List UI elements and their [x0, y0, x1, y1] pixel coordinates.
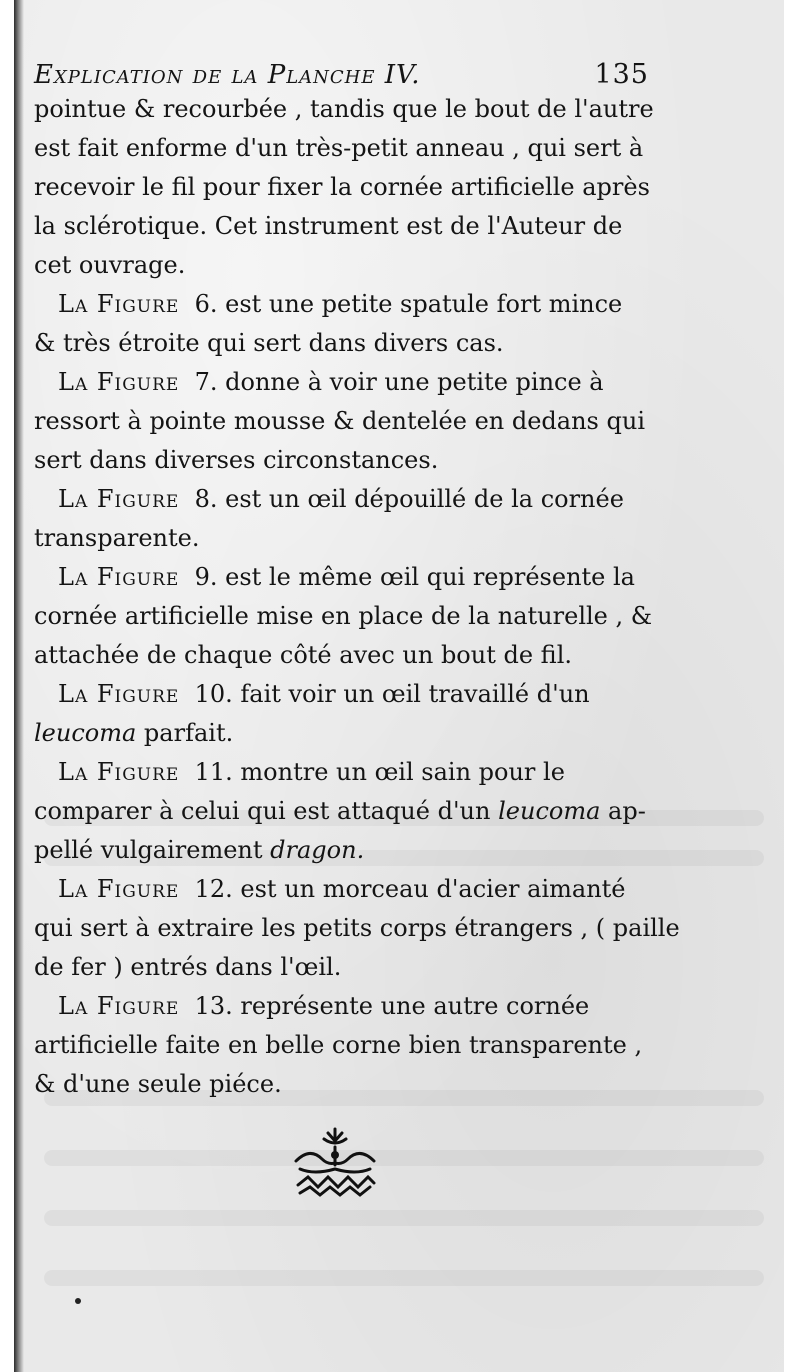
- text-line: est une petite spatule fort mince: [225, 290, 623, 318]
- figure-number: 8.: [194, 485, 218, 513]
- text-line: attachée de chaque côté avec un bout de fil.: [34, 641, 572, 669]
- figure-label: La Figure: [58, 563, 180, 591]
- text-line: cornée artificielle mise en place de la naturelle , &: [34, 602, 653, 630]
- figure-8-caption: [34, 480, 649, 519]
- figure-number: 12.: [194, 875, 233, 903]
- text-line: la sclérotique. Cet instrument est de l'Auteur de: [34, 212, 623, 240]
- header-title-group: [34, 60, 421, 90]
- header-title: Explication de la Planche: [34, 60, 376, 90]
- figure-6-caption: [34, 285, 649, 324]
- text-line: est un œil dépouillé de la cornée: [225, 485, 624, 513]
- figure-number: 6.: [194, 290, 218, 318]
- printer-ornament-icon: [290, 1125, 380, 1200]
- header-plate-number: IV.: [384, 60, 421, 90]
- figure-label: La Figure: [58, 368, 180, 396]
- text-line: ressort à pointe mousse & dentelée en dedans qui: [34, 407, 645, 435]
- italic-term: dragon.: [270, 836, 365, 864]
- text-line: pellé vulgairement dragon.: [34, 836, 365, 864]
- italic-term: leucoma: [34, 719, 137, 747]
- text-line: cet ouvrage.: [34, 251, 186, 279]
- figure-10-caption: [34, 675, 649, 714]
- figure-number: 9.: [194, 563, 218, 591]
- text-line: pointue & recourbée , tandis que le bout de l'autre: [34, 95, 654, 123]
- text-line: fait voir un œil travaillé d'un: [240, 680, 590, 708]
- text-line: transparente.: [34, 524, 200, 552]
- text-line: leucoma parfait.: [34, 719, 234, 747]
- text-line: représente une autre cornée: [240, 992, 590, 1020]
- text-line: sert dans diverses circonstances.: [34, 446, 439, 474]
- figure-12-caption: [34, 870, 649, 909]
- page-binding-edge: [14, 0, 24, 1372]
- scan-margin: [784, 0, 800, 1372]
- text-line: & d'une seule piéce.: [34, 1070, 282, 1098]
- bleed-through-shadow: [44, 1270, 764, 1286]
- figure-11-caption: [34, 753, 649, 792]
- text-line: donne à voir une petite pince à: [225, 368, 604, 396]
- bleed-through-shadow: [44, 1150, 764, 1166]
- figure-7-caption: [34, 363, 649, 402]
- figure-label: La Figure: [58, 875, 180, 903]
- figure-label: La Figure: [58, 290, 180, 318]
- figure-13-caption: [34, 987, 649, 1026]
- bleed-through-shadow: [44, 1210, 764, 1226]
- ink-speck: [75, 1298, 81, 1304]
- figure-number: 7.: [194, 368, 218, 396]
- text-line: montre un œil sain pour le: [240, 758, 565, 786]
- figure-label: La Figure: [58, 992, 180, 1020]
- figure-number: 11.: [194, 758, 233, 786]
- figure-label: La Figure: [58, 485, 180, 513]
- figure-9-caption: [34, 558, 649, 597]
- figure-number: 13.: [194, 992, 233, 1020]
- text-line: de fer ) entrés dans l'œil.: [34, 953, 342, 981]
- text-line: artificielle faite en belle corne bien transparente ,: [34, 1031, 643, 1059]
- page-text: [34, 38, 680, 1104]
- page-number: 135: [594, 59, 649, 90]
- text-line: est un morceau d'acier aimanté: [240, 875, 626, 903]
- text-line: recevoir le fil pour fixer la cornée artificielle après: [34, 173, 650, 201]
- running-header: [34, 38, 649, 90]
- text-line: qui sert à extraire les petits corps étrangers , ( paille: [34, 914, 680, 942]
- italic-term: leucoma: [498, 797, 601, 825]
- text-line: comparer à celui qui est attaqué d'un leucoma ap-: [34, 797, 646, 825]
- figure-number: 10.: [194, 680, 233, 708]
- text-line: est le même œil qui représente la: [225, 563, 635, 591]
- text-line: & très étroite qui sert dans divers cas.: [34, 329, 504, 357]
- figure-label: La Figure: [58, 680, 180, 708]
- text-line: est fait enforme d'un très-petit anneau , qui sert à: [34, 134, 644, 162]
- figure-label: La Figure: [58, 758, 180, 786]
